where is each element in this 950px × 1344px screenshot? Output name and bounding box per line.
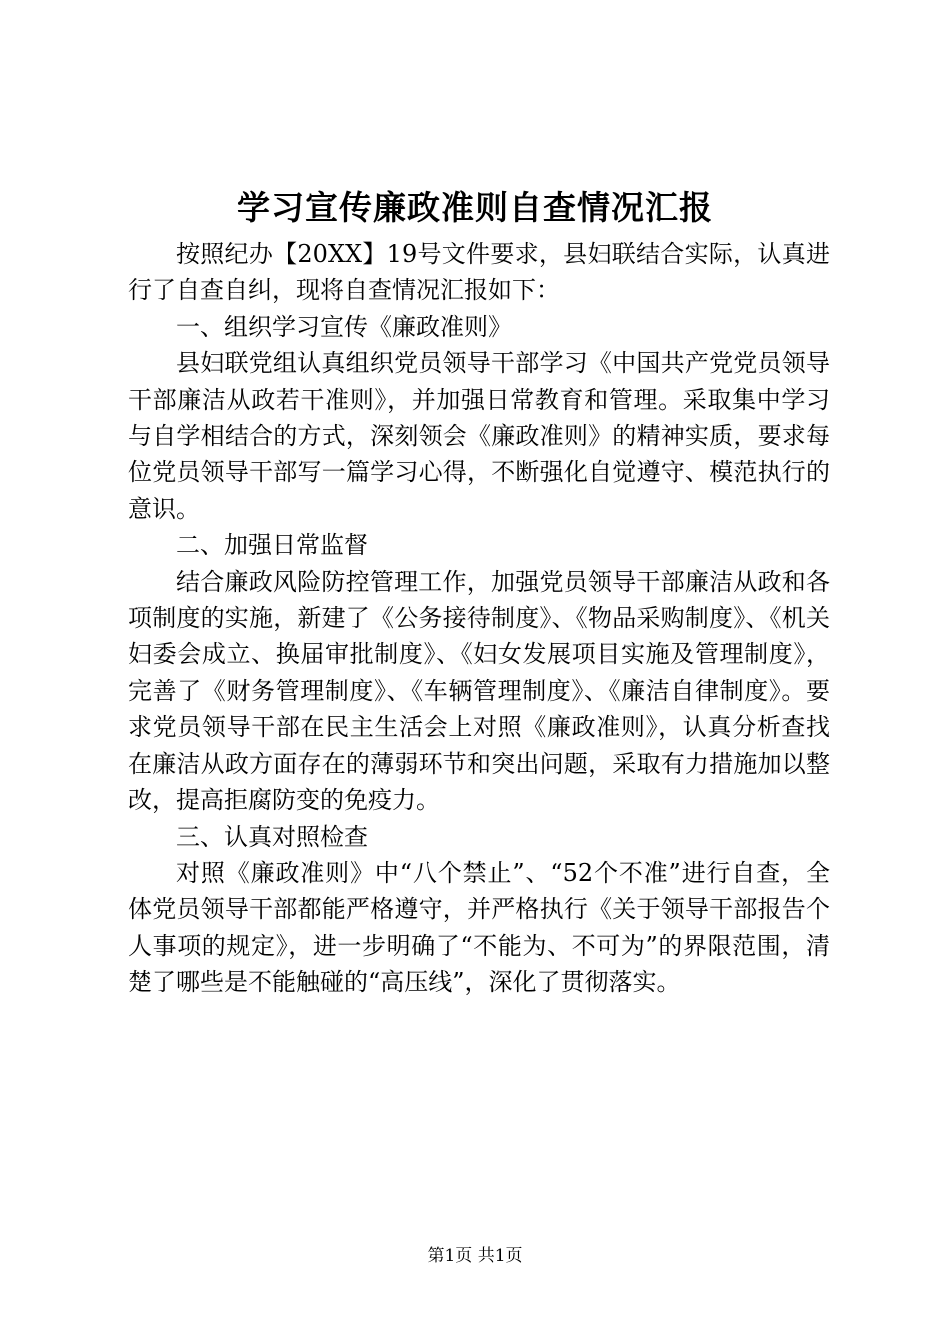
intro-paragraph: 按照纪办【20XX】19号文件要求，县妇联结合实际，认真进行了自查自纠，现将自查情况汇报如下： [128,240,830,305]
document-title: 学习宣传廉政准则自查情况汇报 [237,188,713,227]
document-body [128,236,830,1001]
section-paragraph-3: 对照《廉政准则》中“八个禁止”、“52个不准”进行自查，全体党员领导干部都能严格遵守，并严格执行《关于领导干部报告个人事项的规定》，进一步明确了“不能为、不可为”的界限范围，清楚了哪些是不能触碰的“高压线”，深化了贯彻落实。 [128,858,830,997]
section-paragraph-1: 县妇联党组认真组织党员领导干部学习《中国共产党党员领导干部廉洁从政若干准则》，并加强日常教育和管理。采取集中学习与自学相结合的方式，深刻领会《廉政准则》的精神实质，要求每位党员领导干部写一篇学习心得，不断强化自觉遵守、模范执行的意识。 [128,349,830,523]
section-paragraph-2: 结合廉政风险防控管理工作，加强党员领导干部廉洁从政和各项制度的实施，新建了《公务接待制度》、《物品采购制度》、《机关妇委会成立、换届审批制度》、《妇女发展项目实施及管理制度》，完善了《财务管理制度》、《车辆管理制度》、《廉洁自律制度》。要求党员领导干部在民主生活会上对照《廉政准则》，认真分析查找在廉洁从政方面存在的薄弱环节和突出问题，采取有力措施加以整改，提高拒腐防变的免疫力。 [128,567,830,815]
page-footer: 第1页 共1页 [427,1246,523,1266]
section-heading-3: 三、认真对照检查 [176,822,368,851]
section-heading-2: 二、加强日常监督 [176,531,368,560]
section-heading-1: 一、组织学习宣传《廉政准则》 [176,312,512,341]
